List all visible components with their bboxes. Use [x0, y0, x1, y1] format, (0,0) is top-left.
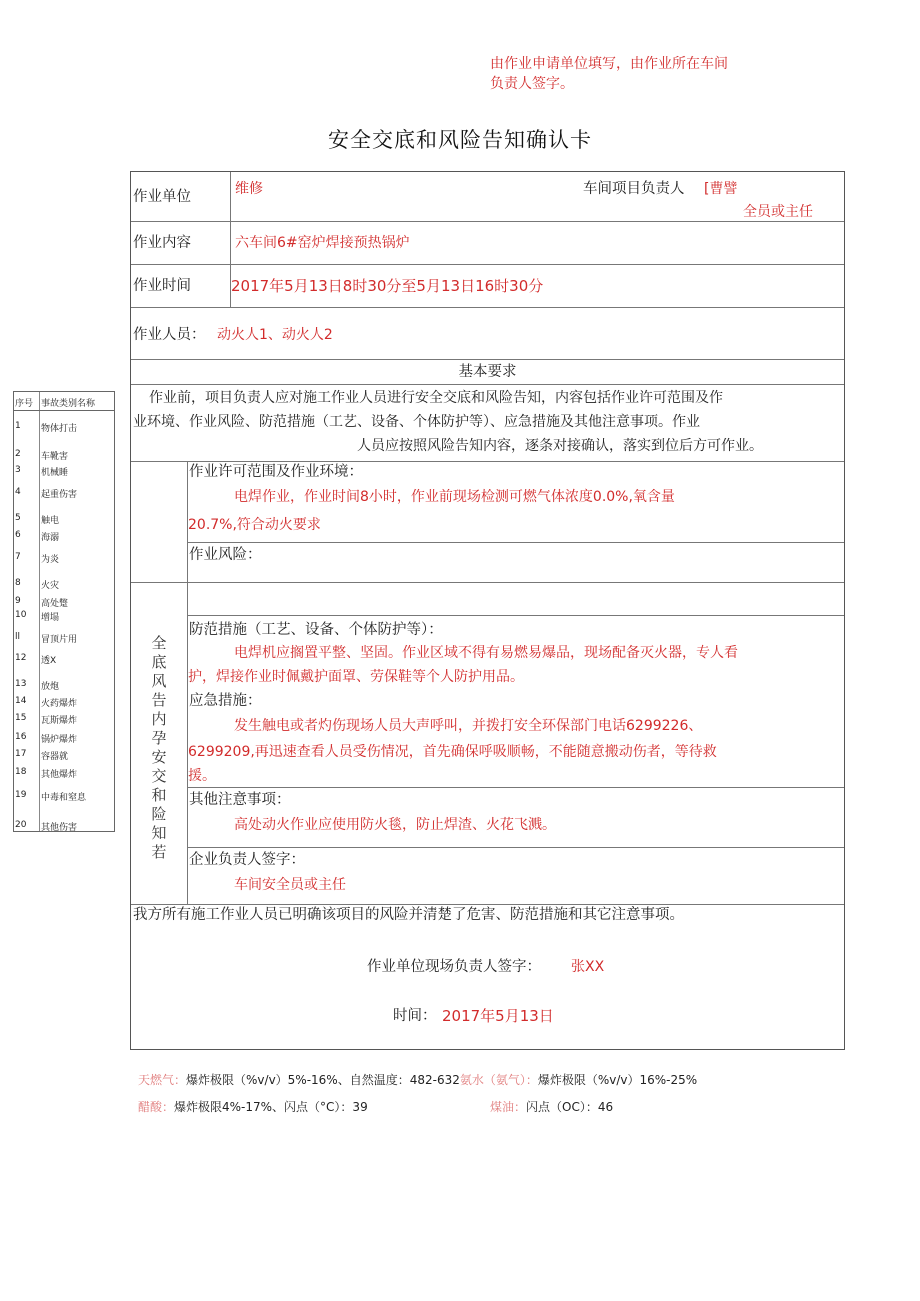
manager-value: [曹譬 [704, 181, 738, 197]
legend-item-name: 瓦斯爆炸 [41, 716, 78, 726]
row-divider [187, 787, 844, 788]
risk-label: 作业风险： [189, 547, 262, 563]
unit-label: 作业单位 [133, 189, 191, 205]
measures-line: 护，焊接作业时佩戴护面罩、劳保鞋等个人防护用品。 [188, 669, 524, 685]
measures-label: 防范措施（工艺、设备、个体防护等）： [189, 622, 443, 638]
legend-item-number: 18 [15, 767, 27, 777]
legend-item-number: 7 [15, 552, 21, 562]
gas-name-ammonia: 氨水（氨气）： [459, 1073, 538, 1087]
personnel-value: 动火人1、动火人2 [217, 327, 333, 343]
legend-item-name: 中毒和窒息 [41, 793, 87, 803]
row-divider [131, 904, 844, 905]
content-value: 六车间6#窑炉焊接预热锅炉 [235, 235, 410, 251]
gas-info-kerosene: 闪点（OC）：46 [526, 1100, 614, 1114]
legend-item-number: 2 [15, 449, 21, 459]
row-divider [131, 221, 844, 222]
legend-item-name: 海溺 [41, 533, 60, 543]
legend-item-number: ll [15, 632, 21, 642]
date-value: 2017年5月13日 [442, 1007, 554, 1025]
permit-label: 作业许可范围及作业环境： [189, 464, 363, 480]
legend-column-divider [39, 392, 40, 831]
legend-item-number: 13 [15, 679, 27, 689]
emergency-line: 发生触电或者灼伤现场人员大声呼叫，并拨打安全环保部门电话6299226、 [234, 718, 703, 734]
legend-item-name: 其他爆炸 [41, 770, 78, 780]
page-title: 安全交底和风险告知确认卡 [328, 128, 592, 152]
other-notes-value: 高处动火作业应使用防火毯，防止焊渣、火花飞溅。 [234, 817, 556, 833]
instruction-note-line1: 由作业申请单位填写，由作业所在车间 [490, 56, 728, 72]
row-divider [187, 615, 844, 616]
legend-item-number: 5 [15, 513, 21, 523]
side-label-cell [131, 582, 187, 904]
instruction-note [490, 54, 780, 94]
basic-requirements-title: 基本要求 [458, 364, 517, 380]
gas-info-acetic-acid: 爆炸极限4%-17%、闪点（°C）：39 [174, 1100, 368, 1114]
legend-header-number: 序号 [15, 399, 34, 409]
legend-item-number: 10 [15, 610, 27, 620]
date-label: 时间： [393, 1008, 437, 1024]
legend-header-name: 事故类别名称 [41, 399, 96, 409]
manager-sub: 全员或主任 [743, 204, 813, 220]
legend-item-name: 机械睡 [41, 468, 69, 478]
footer-line-3 [490, 1099, 613, 1115]
emergency-line: 6299209,再迅速查看人员受伤情况，首先确保呼吸顺畅，不能随意搬动伤者，等待救 [188, 744, 717, 760]
legend-header [14, 392, 114, 411]
row-divider [131, 307, 844, 308]
side-label: 全底风告内孕安交和险知若 [151, 634, 167, 861]
instruction-note-line2: 负责人签字。 [490, 76, 574, 92]
confirmation-statement: 我方所有施工作业人员已明确该项目的风险并清楚了危害、防范措施和其它注意事项。 [133, 907, 684, 923]
permit-line: 电焊作业，作业时间8小时，作业前现场检测可燃气体浓度0.0%,氧含量 [234, 489, 675, 505]
manager-label: 车间项目负责人 [583, 181, 685, 197]
legend-item-number: 12 [15, 653, 27, 663]
legend-item-name: 放炮 [41, 682, 60, 692]
gas-name-acetic-acid: 醋酸： [138, 1100, 175, 1114]
basic-requirements-line: 作业前，项目负责人应对施工作业人员进行安全交底和风险告知，内容包括作业许可范围及作 [149, 390, 723, 406]
legend-item-number: 4 [15, 487, 21, 497]
legend-item-name: 其他伤害 [41, 823, 78, 833]
legend-item-name: 冒顶片用 [41, 635, 78, 645]
site-sign-value: 张XX [571, 959, 605, 975]
legend-item-name: 增塌 [41, 613, 60, 623]
row-divider [131, 582, 844, 583]
gas-info-natural-gas: 爆炸极限（%v/v）5%-16%、自然温度：482-632 [186, 1073, 460, 1087]
legend-item-number: 8 [15, 578, 21, 588]
row-divider [131, 359, 844, 360]
permit-line: 20.7%,符合动火要求 [188, 517, 321, 533]
row-divider [187, 847, 844, 848]
measures-line: 电焊机应搁置平整、坚固。作业区域不得有易燃易爆品，现场配备灭火器，专人看 [234, 645, 738, 661]
footer-line-2 [138, 1099, 368, 1115]
row-divider [187, 542, 844, 543]
legend-item-name: 物体打击 [41, 424, 78, 434]
legend-item-name: 为炎 [41, 555, 60, 565]
legend-item-name: 起重伤害 [41, 490, 78, 500]
legend-item-name: 火灾 [41, 581, 60, 591]
legend-item-name: 车靴害 [41, 452, 69, 462]
legend-item-name: 高处蹩 [41, 599, 69, 609]
legend-item-name: 锅炉爆炸 [41, 735, 78, 745]
legend-item-name: 透X [41, 656, 57, 666]
legend-item-number: 3 [15, 465, 21, 475]
footer-line-1 [138, 1072, 697, 1088]
gas-name-kerosene: 煤油： [490, 1100, 527, 1114]
legend-item-name: 火药爆炸 [41, 699, 78, 709]
basic-requirements-line: 人员应按照风险告知内容，逐条对接确认，落实到位后方可作业。 [357, 438, 763, 454]
enterprise-sign-label: 企业负责人签字： [189, 852, 305, 868]
legend-item-name: 容器就 [41, 752, 69, 762]
legend-item-number: 19 [15, 790, 27, 800]
row-divider [131, 461, 844, 462]
legend-item-number: 17 [15, 749, 27, 759]
legend-item-name: 触电 [41, 516, 60, 526]
accident-type-legend [13, 391, 115, 832]
legend-item-number: 20 [15, 820, 27, 830]
emergency-label: 应急措施： [189, 693, 262, 709]
row-divider [131, 384, 844, 385]
emergency-line: 援。 [188, 768, 216, 784]
gas-name-natural-gas: 天燃气： [138, 1073, 187, 1087]
legend-item-number: 6 [15, 530, 21, 540]
content-label: 作业内容 [133, 235, 191, 251]
legend-item-number: 15 [15, 713, 27, 723]
other-notes-label: 其他注意事项： [189, 792, 291, 808]
unit-value: 维修 [235, 181, 263, 197]
legend-item-number: 1 [15, 421, 21, 431]
legend-item-number: 9 [15, 596, 21, 606]
time-label: 作业时间 [133, 278, 191, 294]
legend-item-number: 14 [15, 696, 27, 706]
gas-info-ammonia: 爆炸极限（%v/v）16%-25% [537, 1073, 698, 1087]
enterprise-sign-value: 车间安全员或主任 [234, 877, 346, 893]
row-divider [131, 264, 844, 265]
time-value: 2017年5月13日8时30分至5月13日16时30分 [231, 277, 544, 295]
legend-item-number: 16 [15, 732, 27, 742]
personnel-label: 作业人员： [133, 327, 206, 343]
basic-requirements-line: 业环境、作业风险、防范措施（工艺、设备、个体防护等）、应急措施及其他注意事项。作业 [133, 414, 700, 430]
confirmation-form [130, 171, 845, 1050]
site-sign-label: 作业单位现场负责人签字： [367, 959, 541, 975]
